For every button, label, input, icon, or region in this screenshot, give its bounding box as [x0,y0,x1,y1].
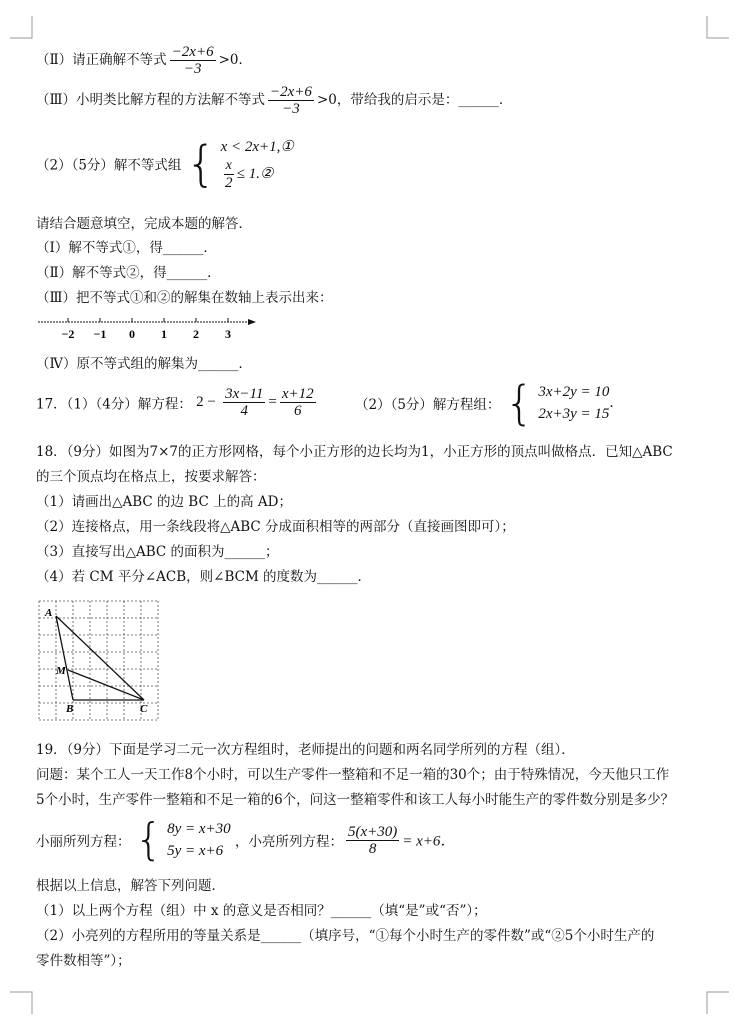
q19-info: 根据以上信息，解答下列问题． [36,878,225,894]
q17-line: 17．（1）（4分）解方程： 2 − $\frac{3x-11}{4}$ = $\frac{x+12}{6}$ [36,386,314,419]
step-1: （Ⅰ）解不等式①，得______． [36,240,217,256]
q19-line-1: 19．（9分）下面是学习二元一次方程组时，老师提出的问题和两名同学所列的方程（组）． [36,742,575,758]
inequality-system [221,136,294,191]
q17-label: 17．（1）（4分）解方程： [36,396,192,413]
inequality-2: $\frac{x}{2}$ ≤ 1.② [224,158,274,191]
q18-sub-3: （3）直接写出△ABC 的面积为______； [36,544,279,560]
corner-mark-top-left [10,16,34,40]
q16-ii-line [36,44,252,77]
fill-intro: 请结合题意填空，完成本题的解答． [36,216,252,232]
q17-part2: （2）（5分）解方程组： { 3x+2y = 10 2x+3y = 15 . [355,376,614,430]
q16-part2-intro: （2）（5分）解不等式组 [36,157,182,174]
xiaoliang-rest: = x+6． [402,833,456,850]
xiaoli-label: 小丽所列方程： [36,834,131,850]
q16-iii-fraction: $\frac{-2x+6}{-3}$ [270,84,312,117]
q16-iii-prefix: （Ⅲ）小明类比解方程的方法解不等式 [36,92,266,108]
q17-system-brace: { [504,376,535,430]
q17-lead: 2 − [196,394,216,410]
corner-mark-bottom-right [705,990,729,1014]
q17-fraction-1: $\frac{3x-11}{4}$ [225,386,264,419]
q18-sub-4: （4）若 CM 平分∠ACB，则∠BCM 的度数为______． [36,569,372,585]
corner-mark-top-right [705,16,729,40]
label-c: C [140,703,148,715]
q17-eq-1: 3x+2y = 10 [538,384,610,400]
q18-sub-1: （1）请画出△ABC 的边 BC 上的高 AD； [36,494,292,510]
axis-tick-label: 1 [161,327,167,341]
q16-ii-suffix: >0． [218,52,252,68]
xiaoli-eq-2: 5y = x+6 [167,843,224,859]
system-brace: { [185,135,217,192]
q16-iii-line [36,84,512,117]
xiaoliang-label: ，小亮所列方程： [234,834,343,850]
q16-ii-prefix: （Ⅱ）请正确解不等式 [36,52,167,68]
xiaoli-system [167,818,231,862]
label-a: A [45,607,53,619]
q19-equations-line [36,814,456,865]
q18-sub-2: （2）连接格点，用一条线段将△ABC 分成面积相等的两部分（直接画图即可）； [36,519,515,535]
q17-system [538,381,609,425]
segment-cm [68,670,144,700]
q19-sub-1: （1）以上两个方程（组）中 x 的意义是否相同？______（填“是”或“否”）； [36,903,487,919]
corner-mark-bottom-left [10,990,34,1014]
q16-part2-line [36,136,294,191]
q19-line-3: 5个小时，生产零件一整箱和不足一箱的6个，问这一整箱零件和该工人每小时能生产的零件数分别是多少？ [36,792,675,808]
q18-line-1: 18．（9分）如图为7×7的正方形网格，每个小正方形的边长均为1，小正方形的顶点叫做格点．已知△ABC [36,444,673,460]
step-2: （Ⅱ）解不等式②，得______． [36,265,221,281]
axis-tick-label: 3 [225,327,231,341]
step-3: （Ⅲ）把不等式①和②的解集在数轴上表示出来： [36,290,333,306]
q19-sub-2b: 零件数相等”）； [36,953,131,969]
q16-iii-suffix: >0，带给我的启示是：______． [316,92,513,108]
xiaoliang-fraction: $\frac{5(x+30)}{8}$ [347,823,398,857]
q17-fraction-2: $\frac{x+12}{6}$ [281,386,314,419]
segment-ac [56,616,144,700]
grid-figure [36,598,164,722]
label-m: M [56,665,66,677]
xiaoli-eq-1: 8y = x+30 [167,821,231,837]
axis-tick-label: 2 [193,327,199,341]
axis-tick-label: 0 [129,327,135,341]
xiaoli-brace: { [134,814,163,865]
q17-eq-2: 2x+3y = 15 [538,406,610,422]
segment-ab [56,616,73,700]
number-line [36,312,266,346]
inequality-1: x < 2x+1,① [220,139,294,155]
q16-ii-fraction: $\frac{-2x+6}{-3}$ [171,44,214,77]
q18-line-2: 的三个顶点均在格点上，按要求解答： [36,469,266,485]
axis-tick-label: −1 [93,327,107,341]
step-4: （Ⅳ）原不等式组的解集为______． [36,356,252,372]
q17-part2-label: （2）（5分）解方程组： [355,397,501,413]
axis-tick-label: −2 [61,327,75,341]
q19-line-2: 问题：某个工人一天工作8个小时，可以生产零件一整箱和不足一箱的30个；由于特殊情况，今天他只工作 [36,767,670,783]
label-b: B [66,703,74,715]
q19-sub-2a: （2）小亮列的方程所用的等量关系是______（填序号，“①每个小时生产的零件数”或“②5个小时生产的 [36,928,655,944]
